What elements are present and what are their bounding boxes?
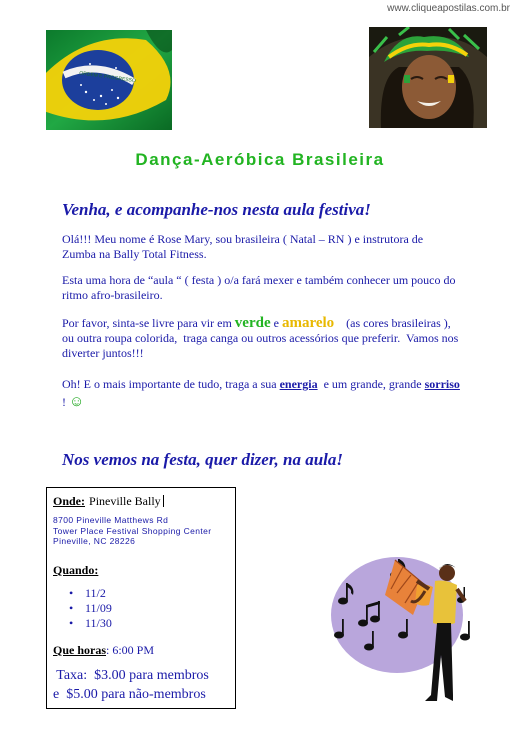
heading-see-you: Nos vemos na festa, quer dizer, na aula! (62, 450, 343, 469)
dates-list (53, 586, 112, 631)
fee-non-members: e $5.00 para não-membros (53, 687, 206, 702)
horas-value: : 6:00 PM (106, 643, 155, 657)
flag-motto: ORDEM E PROGRESSO (78, 70, 137, 85)
address-block (53, 515, 212, 547)
site-url: www.cliqueapostilas.com.br (387, 3, 510, 14)
paragraph-description: Esta uma hora de “aula “ ( festa ) o/a fará mexer e também conhecer um pouco do ritmo afro-brasileiro. (62, 273, 456, 302)
word-energia: energia (279, 377, 318, 391)
colors-text-after: (as cores brasileiras ), ou outra roupa colorida, traga canga ou outros acessórios que preferir. Vamos nos diverter juntos!!! (62, 316, 462, 360)
quando-row (53, 561, 98, 579)
closing-text-before: Oh! E o mais importante de tudo, traga a sua (62, 377, 280, 391)
colors-text-before: Por favor, sinta-se livre para vir em (62, 316, 235, 330)
onde-label: Onde: (53, 494, 86, 508)
horas-row (53, 641, 154, 659)
word-verde: verde (234, 315, 271, 331)
dancer-photo (369, 27, 487, 128)
heading-invitation: Venha, e acompanhe-nos nesta aula festiva! (62, 200, 371, 219)
paragraph-intro: Olá!!! Meu nome é Rose Mary, sou brasileira ( Natal – RN ) e instrutora de Zumba na Bally Total Fitness. (62, 232, 424, 261)
paragraph-colors (62, 316, 462, 361)
closing-text-after: ! (62, 395, 66, 409)
address-line: Pineville, NC 28226 (53, 536, 136, 546)
dancing-couple-illustration (325, 545, 485, 710)
page-title: Dança-Aeróbica Brasileira (135, 150, 385, 169)
word-sorriso: sorriso (424, 377, 460, 391)
word-amarelo: amarelo (281, 315, 335, 331)
onde-row (53, 492, 164, 510)
smiley-icon: ☺ (69, 394, 85, 410)
date-item: • 11/09 (53, 601, 112, 616)
date-item: • 11/30 (53, 616, 112, 631)
quando-label: Quando: (53, 563, 99, 577)
paragraph-closing (62, 375, 462, 411)
address-line: 8700 Pineville Matthews Rd (53, 515, 169, 525)
dancing-couple-graphic (325, 545, 485, 710)
date-item: • 11/2 (53, 586, 112, 601)
flag-graphic (46, 30, 172, 130)
colors-text-e: e (270, 316, 282, 330)
onde-value: Pineville Bally (89, 494, 161, 508)
address-line: Tower Place Festival Shopping Center (53, 525, 212, 536)
fee-members: Taxa: $3.00 para membros (53, 668, 209, 683)
horas-label: Que horas (53, 643, 107, 657)
closing-text-middle: e um grande, grande (317, 377, 425, 391)
event-details-box (46, 487, 236, 709)
text-cursor (163, 495, 164, 507)
brazil-flag-image (46, 30, 172, 130)
dancer-photo-graphic (369, 27, 487, 128)
